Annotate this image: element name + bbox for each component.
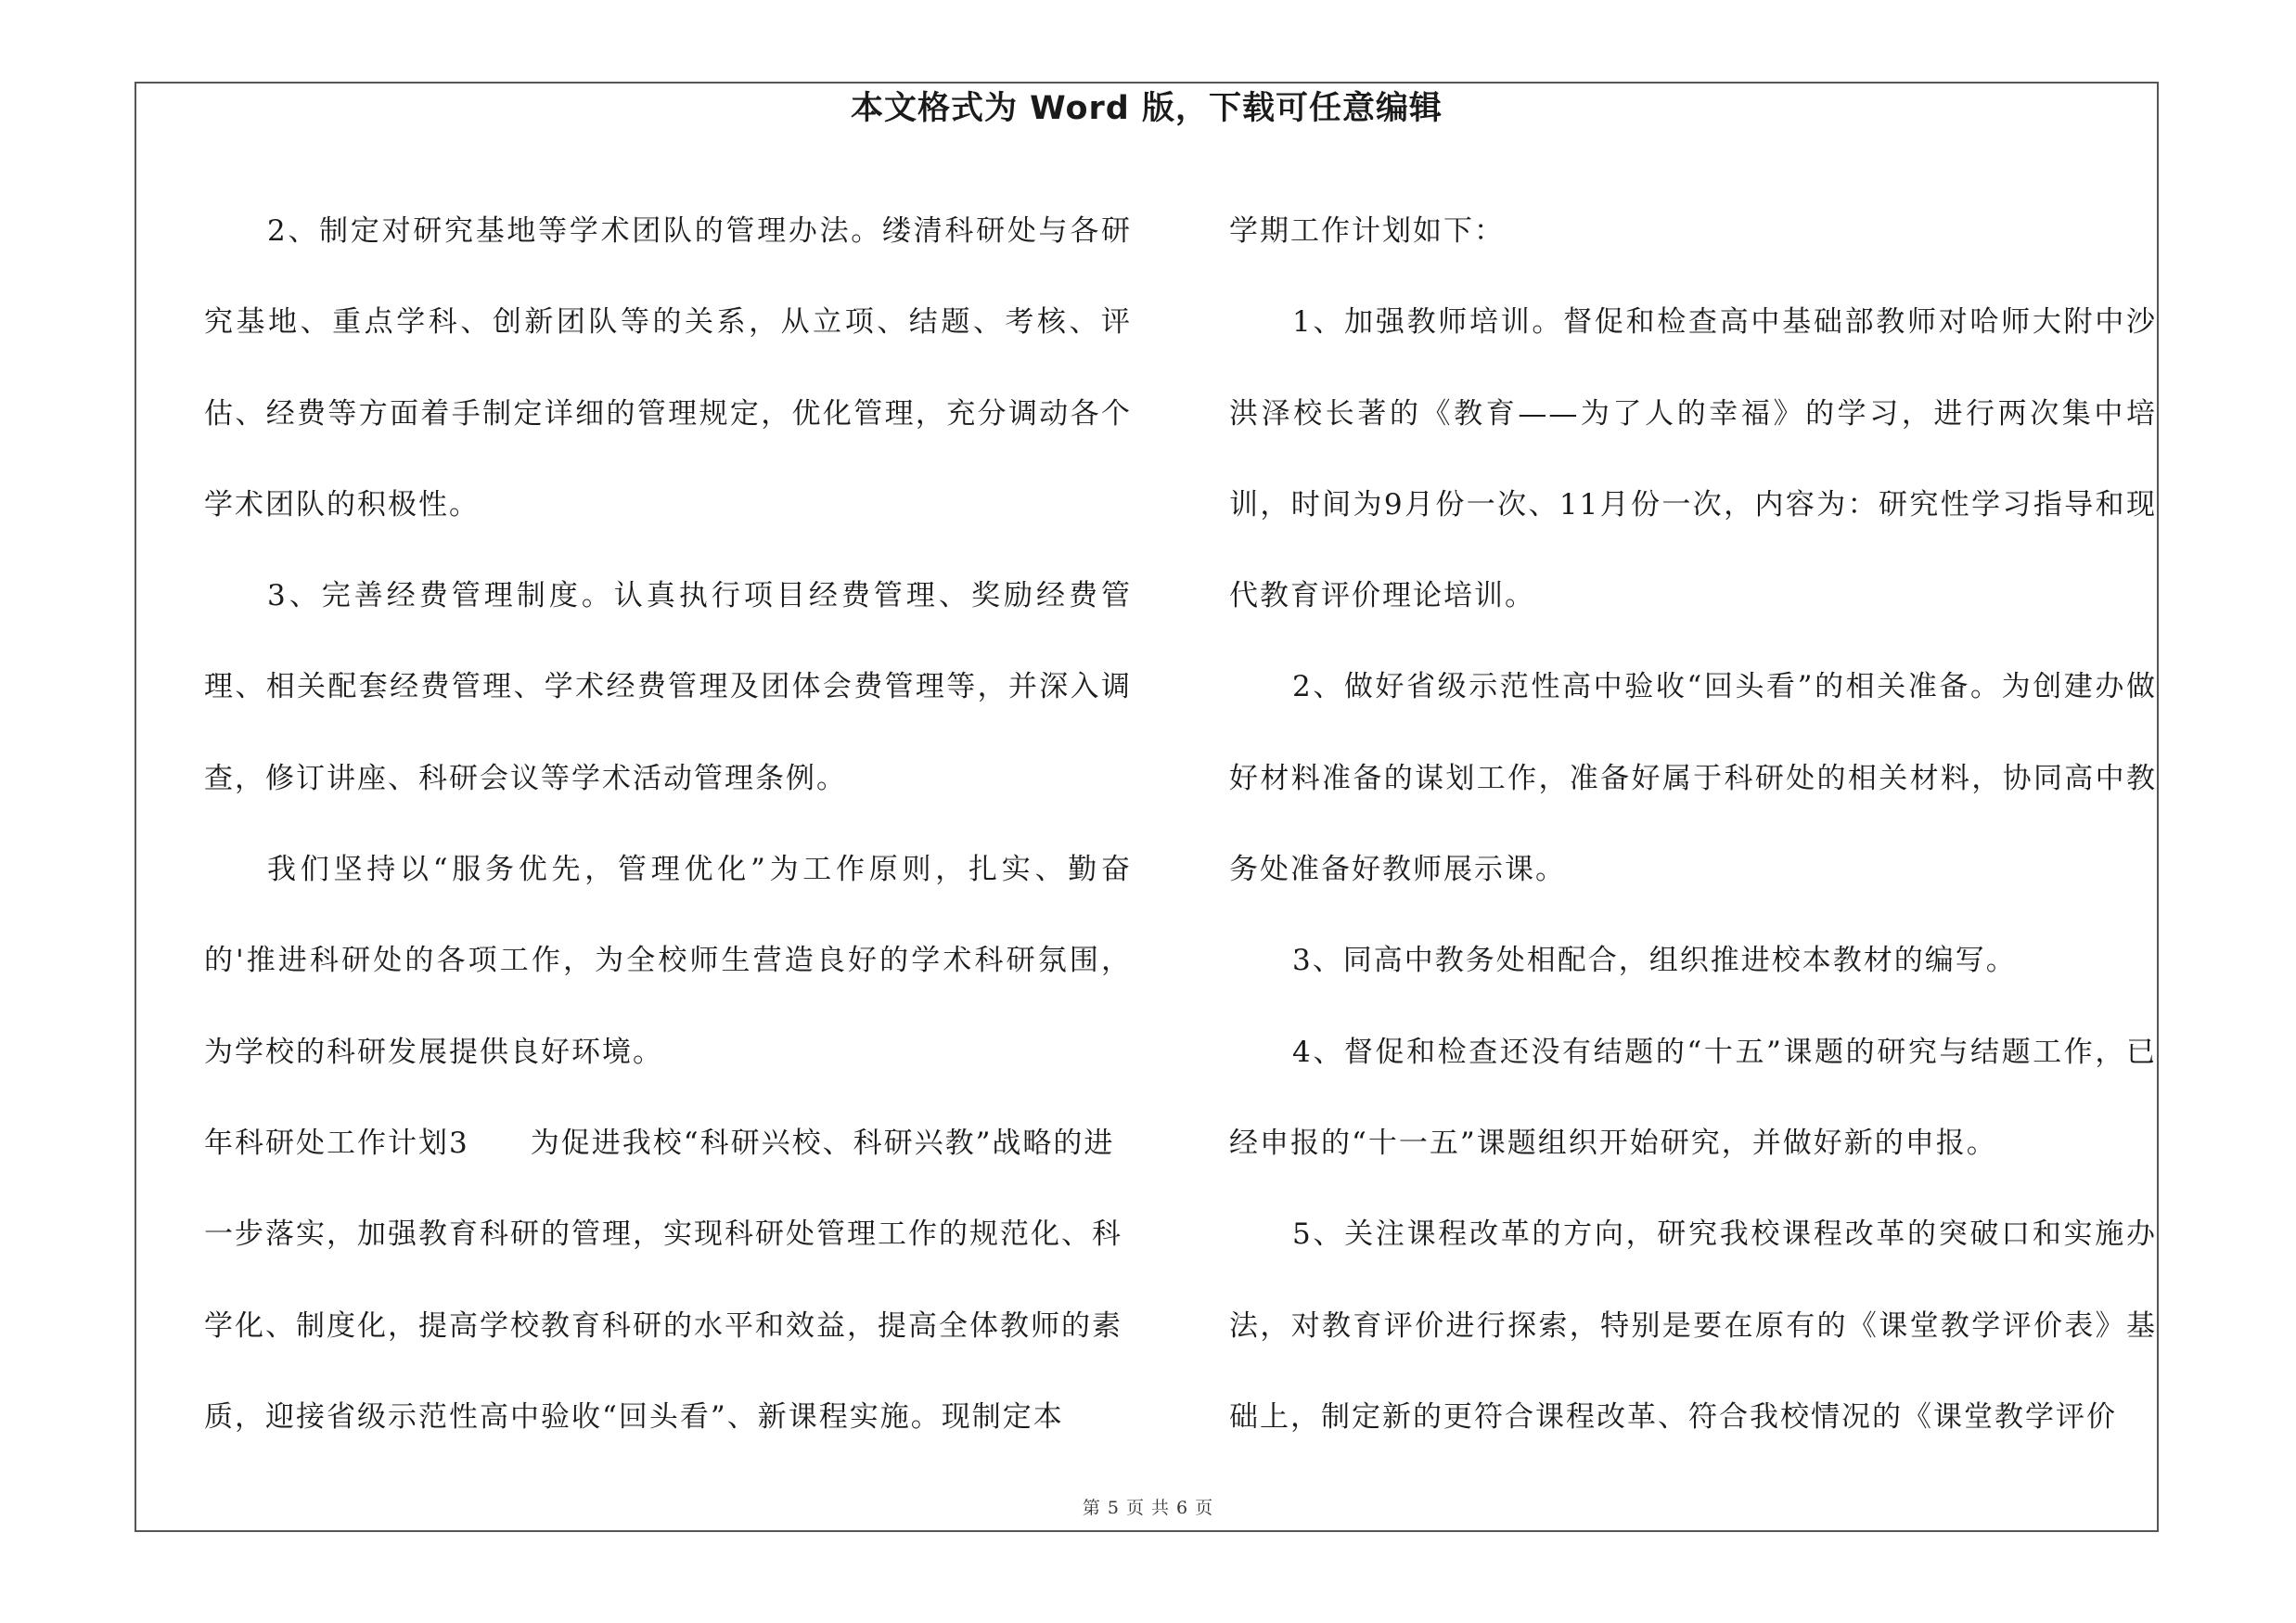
right-column [1229, 186, 2157, 1462]
paragraph-plan-3-intro: 年科研处工作计划3 为促进我校“科研兴校、科研兴教”战略的进一步落实，加强教育科研的管理，实现科研处管理工作的规范化、科学化、制度化，提高学校教育科研的水平和效益，提高全体教师的素质，迎接省级示范性高中验收“回头看”、新课程实施。现制定本 [204, 1126, 1122, 1434]
paragraph-textbook-writing: 3、同高中教务处相配合，组织推进校本教材的编写。 [1292, 944, 2017, 978]
paragraph-inspection-prep: 2、做好省级示范性高中验收“回头看”的相关准备。为创建办做好材料准备的谋划工作，准备好属于科研处的相关材料，协同高中教务处准备好教师展示课。 [1229, 670, 2157, 887]
page-number-footer: 第 5 页 共 6 页 [1082, 1498, 1214, 1518]
left-column [204, 186, 1132, 1462]
paragraph-research-projects: 4、督促和检查还没有结题的“十五”课题的研究与结题工作，已经申报的“十一五”课题组织开始研究，并做好新的申报。 [1229, 1035, 2157, 1160]
paragraph-funding-management: 3、完善经费管理制度。认真执行项目经费管理、奖励经费管理、相关配套经费管理、学术经费管理及团体会费管理等，并深入调查，修订讲座、科研会议等学术活动管理条例。 [204, 579, 1132, 795]
paragraph-teacher-training: 1、加强教师培训。督促和检查高中基础部教师对哈师大附中沙洪泽校长著的《教育——为了人的幸福》的学习，进行两次集中培训，时间为9月份一次、11月份一次，内容为：研究性学习指导和现代教育评价理论培训。 [1229, 305, 2157, 613]
paragraph-curriculum-reform: 5、关注课程改革的方向，研究我校课程改革的突破口和实施办法，对教育评价进行探索，特别是要在原有的《课堂教学评价表》基础上，制定新的更符合课程改革、符合我校情况的《课堂教学评价 [1229, 1217, 2157, 1434]
word-format-banner: 本文格式为 Word 版，下载可任意编辑 [850, 90, 1443, 127]
paragraph-working-principle: 我们坚持以“服务优先，管理优化”为工作原则，扎实、勤奋的'推进科研处的各项工作，为全校师生营造良好的学术科研氛围，为学校的科研发展提供良好环境。 [204, 853, 1132, 1069]
paragraph-plan-lead: 学期工作计划如下： [1229, 214, 1505, 248]
paragraph-team-management: 2、制定对研究基地等学术团队的管理办法。缕清科研处与各研究基地、重点学科、创新团队等的关系，从立项、结题、考核、评估、经费等方面着手制定详细的管理规定，优化管理，充分调动各个学术团队的积极性。 [204, 214, 1132, 522]
